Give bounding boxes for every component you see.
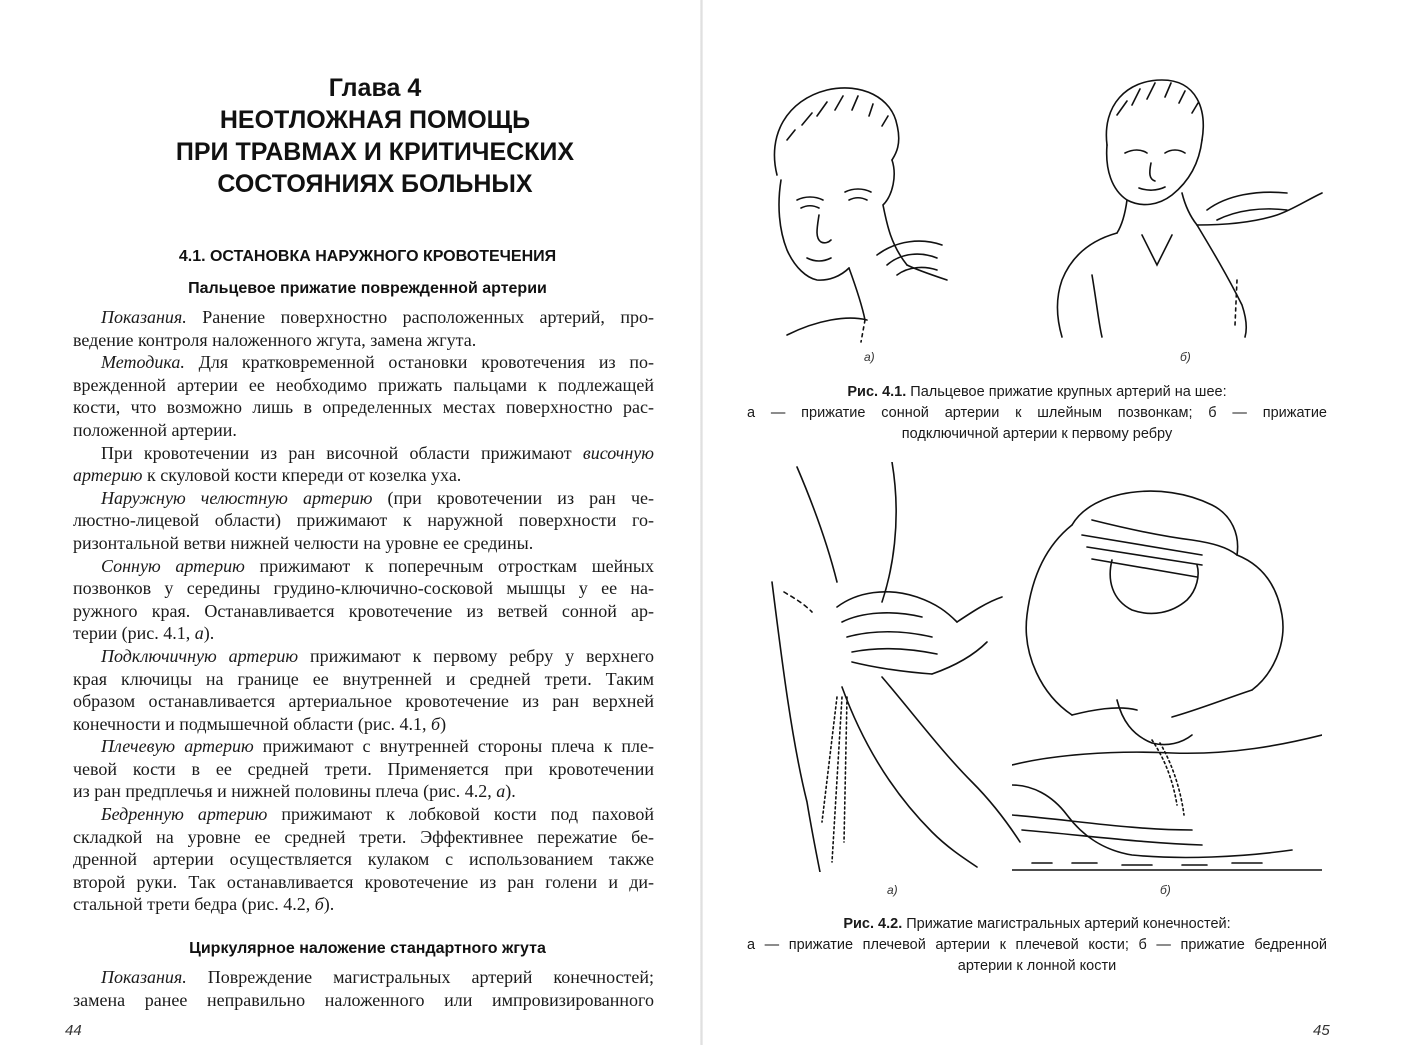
text-line: стальной трети бедра (рис. 4.2,	[73, 894, 315, 915]
figure-4-2-caption	[747, 914, 1327, 977]
text-line: ведение контроля наложенного жгута, замена жгута.	[73, 329, 477, 350]
paragraph-carotid-artery	[73, 555, 654, 645]
caption-line: подключичной артерии к первому ребру	[901, 426, 1173, 442]
text-line: конечности и подмышечной области (рис. 4.1,	[73, 713, 432, 734]
subsection-heading-2: Циркулярное наложение стандартного жгута	[189, 940, 546, 957]
text-line: к скуловой кости кпереди от козелка уха.	[142, 465, 462, 486]
text-line: положенной артерии.	[73, 419, 237, 440]
term-method: Методика.	[101, 352, 185, 373]
chapter-title-line-3: СОСТОЯНИЯХ БОЛЬНЫХ	[217, 170, 533, 198]
paragraph-indications	[73, 306, 654, 351]
paragraph-tourniquet-indications	[73, 966, 654, 1011]
figure-ref-letter: а	[496, 781, 506, 802]
text-line: ).	[505, 781, 516, 802]
text-line: прижимают к поперечным отросткам шейных	[244, 555, 654, 576]
text-line: чевой кости в ее средней трети. Применяется при кровотечении	[73, 758, 654, 779]
text-line: прижимают к лобковой кости под паховой	[267, 804, 654, 825]
paragraph-femoral-artery	[73, 803, 654, 916]
page-number-right: 45	[1313, 1022, 1330, 1039]
paragraph-method	[73, 351, 654, 441]
page-number-left: 44	[65, 1022, 82, 1039]
text-line: (при кровотечении из ран че-	[372, 487, 654, 508]
term-femoral-artery: Бедренную артерию	[101, 804, 268, 825]
body-text-block-1	[73, 306, 654, 916]
text-line: ружного края. Останавливается кровотечение из ветвей сонной ар-	[73, 600, 654, 621]
figure-ref-letter: б	[431, 713, 441, 734]
chapter-heading	[90, 72, 660, 200]
chapter-title-line-2: ПРИ ТРАВМАХ И КРИТИЧЕСКИХ	[175, 138, 575, 166]
figure-ref-letter: б	[314, 894, 324, 915]
caption-line: а — прижатие плечевой артерии к плечевой кости; б — прижатие бедренной	[747, 937, 1327, 953]
text-line: ).	[203, 623, 215, 644]
paragraph-temporal-artery	[73, 442, 654, 487]
figure-ref-letter: а	[194, 623, 204, 644]
figure-ref: Рис. 4.1.	[847, 384, 907, 400]
term-subclavian-artery: Подключичную артерию	[101, 645, 299, 666]
figure-4-1a-carotid-illustration	[757, 80, 957, 345]
caption-line: артерии к лонной кости	[957, 958, 1117, 974]
figure-4-2-label-b: б)	[1160, 883, 1171, 897]
text-line: второй руки. Так останавливается кровотечение из ран голени и ди-	[73, 871, 654, 892]
figure-4-2-label-a: а)	[887, 883, 898, 897]
subsection-heading-1: Пальцевое прижатие поврежденной артерии	[188, 280, 547, 297]
term-brachial-artery: Плечевую артерию	[101, 736, 254, 757]
figure-4-1-label-a: а)	[864, 350, 875, 364]
section-heading: 4.1. ОСТАНОВКА НАРУЖНОГО КРОВОТЕЧЕНИЯ	[178, 248, 557, 265]
text-line: складкой на уровне ее средней трети. Эффективнее пережатие бе-	[73, 826, 654, 847]
chapter-title-line-1: НЕОТЛОЖНАЯ ПОМОЩЬ	[219, 106, 531, 134]
figure-4-1-label-b: б)	[1180, 350, 1191, 364]
text-line: При кровотечении из ран височной области прижимают	[101, 442, 583, 463]
left-page	[0, 0, 701, 1045]
text-line: )	[440, 713, 447, 734]
term-facial-artery: Наружную челюстную артерию	[101, 487, 373, 508]
term-artery: артерию	[73, 465, 143, 486]
text-line: терии (рис. 4.1,	[73, 623, 195, 644]
term-indications: Показания.	[101, 307, 187, 327]
text-line: замена ранее неправильно наложенного или импровизированного	[73, 989, 654, 1010]
paragraph-brachial-artery	[73, 735, 654, 803]
paragraph-subclavian-artery	[73, 645, 654, 735]
text-line: ризонтальной ветви нижней челюсти на уровне ее средины.	[73, 532, 534, 553]
text-line: позвонков у середины грудино-ключично-сосковой мышцы у ее на-	[73, 578, 654, 599]
text-line: края ключицы на границе ее внутренней и средней трети. Таким	[73, 668, 654, 689]
figure-ref: Рис. 4.2.	[843, 916, 903, 932]
text-line: кости, что возможно лишь в определенных местах поверхностно рас-	[73, 397, 654, 418]
text-line: дренной артерии осуществляется кулаком с использованием также	[73, 849, 654, 870]
text-line: Ранение поверхностно расположенных артерий, про-	[186, 307, 654, 327]
figure-4-2a-brachial-illustration	[762, 462, 1022, 872]
figure-4-1-caption	[747, 382, 1327, 445]
caption-title: Прижатие магистральных артерий конечностей:	[902, 916, 1231, 932]
body-text-block-2	[73, 966, 654, 1011]
text-line: образом останавливается артериальное кровотечение из ран верхней	[73, 691, 654, 712]
term-temporal: височную	[582, 442, 654, 463]
text-line: ).	[323, 894, 335, 915]
text-line: из ран предплечья и нижней половины плеча (рис. 4.2,	[73, 781, 497, 802]
paragraph-facial-artery	[73, 487, 654, 555]
text-line: Для кратковременной остановки кровотечения из по-	[184, 352, 654, 373]
caption-line: а — прижатие сонной артерии к шлейным позвонкам; б — прижатие	[747, 405, 1327, 421]
right-page	[702, 0, 1403, 1045]
figure-4-2b-femoral-illustration	[1012, 485, 1322, 875]
figure-4-1b-subclavian-illustration	[1047, 75, 1332, 345]
text-line: люстно-лицевой области) прижимают к наружной поверхности го-	[73, 510, 654, 531]
text-line: Повреждение магистральных артерий конечностей;	[186, 967, 654, 987]
caption-title: Пальцевое прижатие крупных артерий на шее:	[906, 384, 1227, 400]
term-indications: Показания.	[101, 967, 187, 987]
text-line: прижимают с внутренней стороны плеча к пле-	[253, 736, 655, 757]
chapter-label: Глава 4	[328, 74, 422, 102]
text-line: прижимают к первому ребру у верхнего	[298, 645, 654, 666]
text-line: врежденной артерии ее необходимо прижать пальцами к подлежащей	[73, 374, 654, 395]
term-carotid-artery: Сонную артерию	[101, 555, 245, 576]
